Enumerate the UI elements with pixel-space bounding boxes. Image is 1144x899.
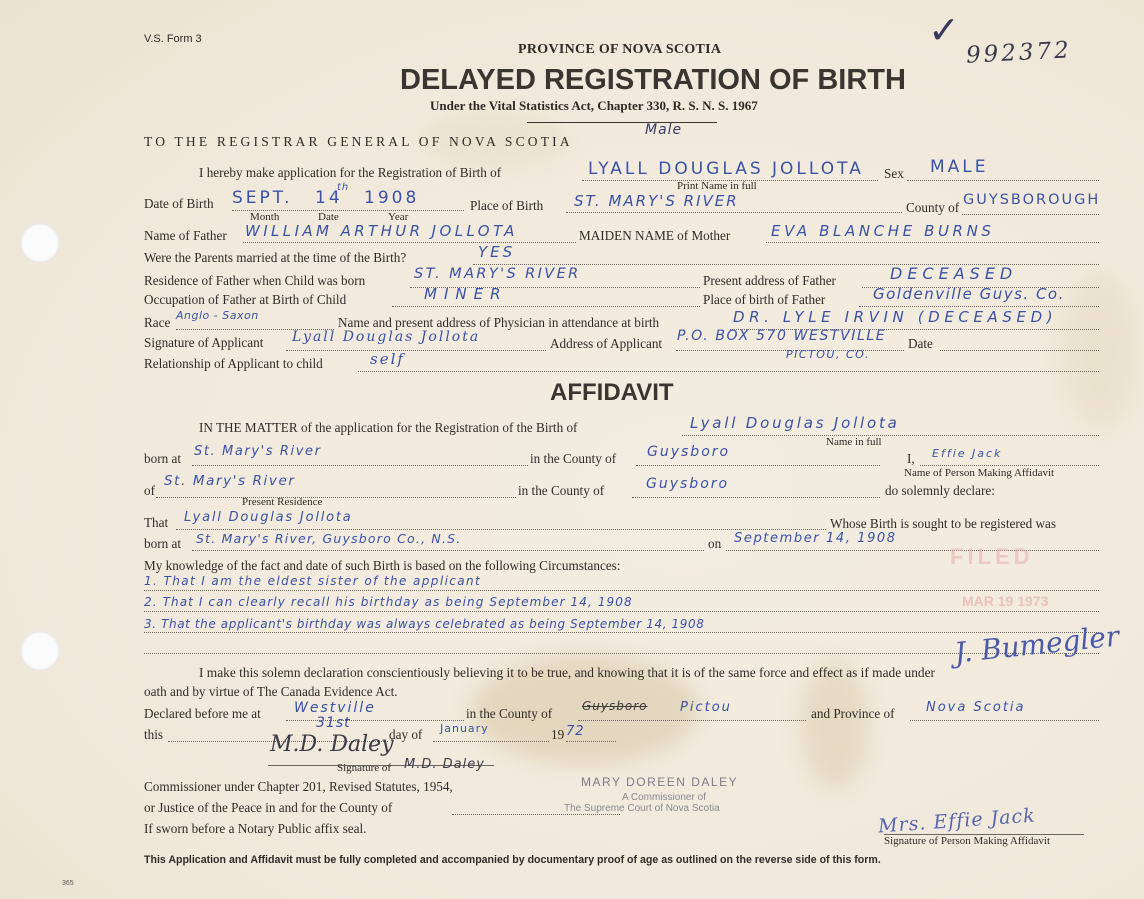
- this-day-value: 31st: [316, 715, 351, 731]
- born-at-value: St. Mary's River: [194, 444, 322, 459]
- county-label: County of: [906, 200, 960, 215]
- affiant-name-value: Effie Jack: [932, 447, 1003, 460]
- on-label: on: [708, 536, 722, 551]
- dotted-line: [144, 632, 1099, 633]
- father-present-address-label: Present address of Father: [703, 273, 836, 288]
- commissioner-stamp-name: MARY DOREEN DALEY: [581, 775, 739, 789]
- province-label: and Province of: [811, 706, 895, 721]
- dotted-line: [286, 350, 546, 351]
- print-name-caption: Print Name in full: [677, 180, 757, 192]
- that-label: That: [144, 515, 169, 530]
- applicant-address-label: Address of Applicant: [550, 336, 663, 351]
- county-value: GUYSBOROUGH: [963, 192, 1101, 208]
- circumstance-1: 1. That I am the eldest sister of the applicant: [144, 574, 482, 588]
- this-label: this: [144, 727, 164, 742]
- commissioner-line-1: Commissioner under Chapter 201, Revised Statutes, 1954,: [144, 779, 453, 794]
- declaration-line-1: I make this solemn declaration conscientiously believing it to be true, and knowing that it is of the same force and effect as if made under: [199, 665, 936, 680]
- county-value-3: Guysboro: [646, 476, 730, 492]
- place-of-birth-value: ST. MARY'S RIVER: [574, 192, 739, 210]
- dotted-line: [392, 306, 700, 307]
- dotted-line: [632, 497, 880, 498]
- dotted-line: [566, 212, 902, 213]
- affiant-residence-value: St. Mary's River: [164, 473, 296, 489]
- on-value: September 14, 1908: [734, 531, 897, 546]
- page-subtitle: Under the Vital Statistics Act, Chapter 330, R. S. N. S. 1967: [430, 98, 758, 113]
- father-birthplace-label: Place of birth of Father: [703, 292, 826, 307]
- dotted-line: [144, 590, 1099, 591]
- dotted-line: [176, 529, 826, 530]
- declaration-line-2: oath and by virtue of The Canada Evidence Act.: [144, 684, 398, 699]
- binder-hole: [20, 631, 60, 671]
- dob-day-value: 14: [315, 188, 343, 208]
- father-occupation-label: Occupation of Father at Birth of Child: [144, 292, 347, 307]
- dotted-line: [243, 242, 576, 243]
- father-birthplace-value: Goldenville Guys. Co.: [873, 285, 1065, 303]
- sex-label: Sex: [884, 166, 904, 181]
- father-present-address-value: DECEASED: [890, 264, 1018, 283]
- physician-value: DR. LYLE IRVIN (DECEASED): [733, 308, 1058, 326]
- matter-name-value: Lyall Douglas Jollota: [690, 414, 900, 432]
- whose-birth-label: Whose Birth is sought to be registered was: [830, 516, 1056, 531]
- filed-stamp: FILED: [950, 544, 1034, 569]
- page-title: DELAYED REGISTRATION OF BIRTH: [400, 64, 906, 96]
- circumstance-2: 2. That I can clearly recall his birthday as being September 14, 1908: [144, 595, 633, 609]
- dotted-line: [726, 550, 1099, 551]
- dotted-line: [192, 465, 528, 466]
- of-label: of: [144, 483, 155, 498]
- county-label-4: in the County of: [466, 706, 553, 721]
- province-value: Nova Scotia: [926, 700, 1026, 715]
- dotted-line: [766, 242, 1099, 243]
- dotted-line: [907, 180, 1099, 181]
- print-code: 365: [62, 880, 74, 887]
- race-label: Race: [144, 315, 171, 330]
- affiant-signature: Mrs. Effie Jack: [877, 804, 1037, 838]
- father-residence-label: Residence of Father when Child was born: [144, 273, 366, 288]
- father-occupation-value: MINER: [424, 285, 508, 303]
- mother-label: MAIDEN NAME of Mother: [579, 228, 731, 243]
- affiant-i-label: I,: [907, 451, 915, 466]
- born-at-value-2: St. Mary's River, Guysboro Co., N.S.: [196, 531, 462, 546]
- notary-note: If sworn before a Notary Public affix seal.: [144, 821, 367, 836]
- dotted-line: [452, 814, 620, 815]
- relationship-label: Relationship of Applicant to child: [144, 356, 323, 371]
- dotted-line: [144, 611, 1099, 612]
- married-value: YES: [478, 243, 516, 261]
- place-of-birth-label: Place of Birth: [470, 198, 544, 213]
- commissioner-stamp-title: A Commissioner of: [622, 792, 706, 803]
- sex-value: MALE: [930, 157, 989, 177]
- affidavit-heading: AFFIDAVIT: [550, 379, 674, 406]
- dotted-line: [636, 465, 880, 466]
- registration-number: 992372: [965, 37, 1073, 69]
- father-residence-value: ST. MARY'S RIVER: [414, 266, 581, 282]
- dotted-line: [156, 497, 516, 498]
- applicant-signature-label: Signature of Applicant: [144, 335, 264, 350]
- year-value: 72: [566, 724, 585, 739]
- dotted-line: [859, 306, 1099, 307]
- present-residence-caption: Present Residence: [242, 496, 323, 508]
- county-value-4: Pictou: [680, 700, 732, 715]
- addressee-line: TO THE REGISTRAR GENERAL OF NOVA SCOTIA: [144, 134, 573, 149]
- name-in-full-caption: Name in full: [826, 436, 882, 448]
- race-value: Anglo - Saxon: [176, 309, 259, 322]
- filed-date-stamp: MAR 19 1973: [962, 593, 1049, 609]
- dotted-line: [286, 720, 464, 721]
- application-label: I hereby make application for the Registration of Birth of: [199, 165, 502, 180]
- declared-before-label: Declared before me at: [144, 706, 261, 721]
- dotted-line: [920, 465, 1099, 466]
- relationship-value: self: [370, 350, 405, 368]
- county-value-2: Guysboro: [647, 444, 731, 460]
- footer-instructions: This Application and Affidavit must be fully completed and accompanied by documentary proof of age as outlined on the reverse side of this form.: [144, 854, 881, 866]
- year-caption: Year: [388, 211, 409, 223]
- physician-label: Name and present address of Physician in attendance at birth: [338, 315, 660, 330]
- commissioner-line-2: or Justice of the Peace in and for the County of: [144, 800, 393, 815]
- father-label: Name of Father: [144, 228, 227, 243]
- solemnly-declare: do solemnly declare:: [885, 483, 995, 498]
- subtitle-rule: [527, 122, 717, 123]
- month-caption: Month: [250, 211, 280, 223]
- dotted-line: [940, 350, 1099, 351]
- date-caption: Date: [318, 211, 339, 223]
- addressee-annotation: Male: [645, 122, 683, 138]
- applicant-signature-value: Lyall Douglas Jollota: [292, 329, 481, 345]
- married-label: Were the Parents married at the time of the Birth?: [144, 250, 407, 265]
- affiant-name-caption: Name of Person Making Affidavit: [904, 467, 1055, 479]
- county-label-2: in the County of: [530, 451, 617, 466]
- county-struck-value: Guysboro: [582, 699, 648, 713]
- binder-hole: [20, 223, 60, 263]
- year-prefix: 19: [551, 727, 565, 742]
- province-heading: PROVINCE OF NOVA SCOTIA: [518, 42, 722, 57]
- county-label-3: in the County of: [518, 483, 605, 498]
- matter-label: IN THE MATTER of the application for the Registration of the Birth of: [199, 420, 578, 435]
- affiant-signature-caption: Signature of Person Making Affidavit: [884, 835, 1050, 847]
- check-mark-icon: ✓: [928, 8, 960, 52]
- date-label: Date: [908, 336, 933, 351]
- dotted-line: [192, 550, 704, 551]
- circumstance-3: 3. That the applicant's birthday was always celebrated as being September 14, 1908: [144, 617, 705, 631]
- that-value: Lyall Douglas Jollota: [184, 510, 353, 525]
- dotted-line: [358, 371, 1099, 372]
- month-value: January: [440, 722, 489, 735]
- signature-of-label: Signature of: [337, 762, 392, 774]
- form-number: V.S. Form 3: [144, 33, 202, 45]
- dotted-line: [682, 435, 1099, 436]
- signature-name-value: M.D. Daley: [404, 757, 485, 772]
- knowledge-label: My knowledge of the fact and date of such Birth is based on the following Circumstances:: [144, 558, 621, 573]
- declared-place-value: Westville: [294, 700, 376, 716]
- mother-value: EVA BLANCHE BURNS: [771, 222, 995, 240]
- applicant-address-value: P.O. BOX 570 WESTVILLE: [677, 328, 887, 344]
- dob-year-value: 1908: [364, 188, 420, 208]
- day-of-label: day of: [389, 727, 423, 742]
- applicant-address-line2-value: PICTOU, CO.: [786, 348, 870, 361]
- dob-month-value: SEPT.: [232, 188, 293, 208]
- dob-day-suffix: th: [337, 182, 350, 193]
- dotted-line: [578, 720, 806, 721]
- father-value: WILLIAM ARTHUR JOLLOTA: [245, 222, 518, 240]
- dotted-line: [433, 741, 549, 742]
- dotted-line: [962, 214, 1099, 215]
- dotted-line: [566, 741, 616, 742]
- dotted-line: [910, 720, 1099, 721]
- child-name-value: LYALL DOUGLAS JOLLOTA: [588, 159, 864, 179]
- commissioner-signature: M.D. Daley: [270, 732, 394, 757]
- dob-label: Date of Birth: [144, 196, 214, 211]
- born-at-label-2: born at: [144, 536, 181, 551]
- registrar-signature: J. Bumegler: [952, 619, 1121, 670]
- born-at-label: born at: [144, 451, 181, 466]
- commissioner-stamp-court: The Supreme Court of Nova Scotia: [564, 803, 720, 814]
